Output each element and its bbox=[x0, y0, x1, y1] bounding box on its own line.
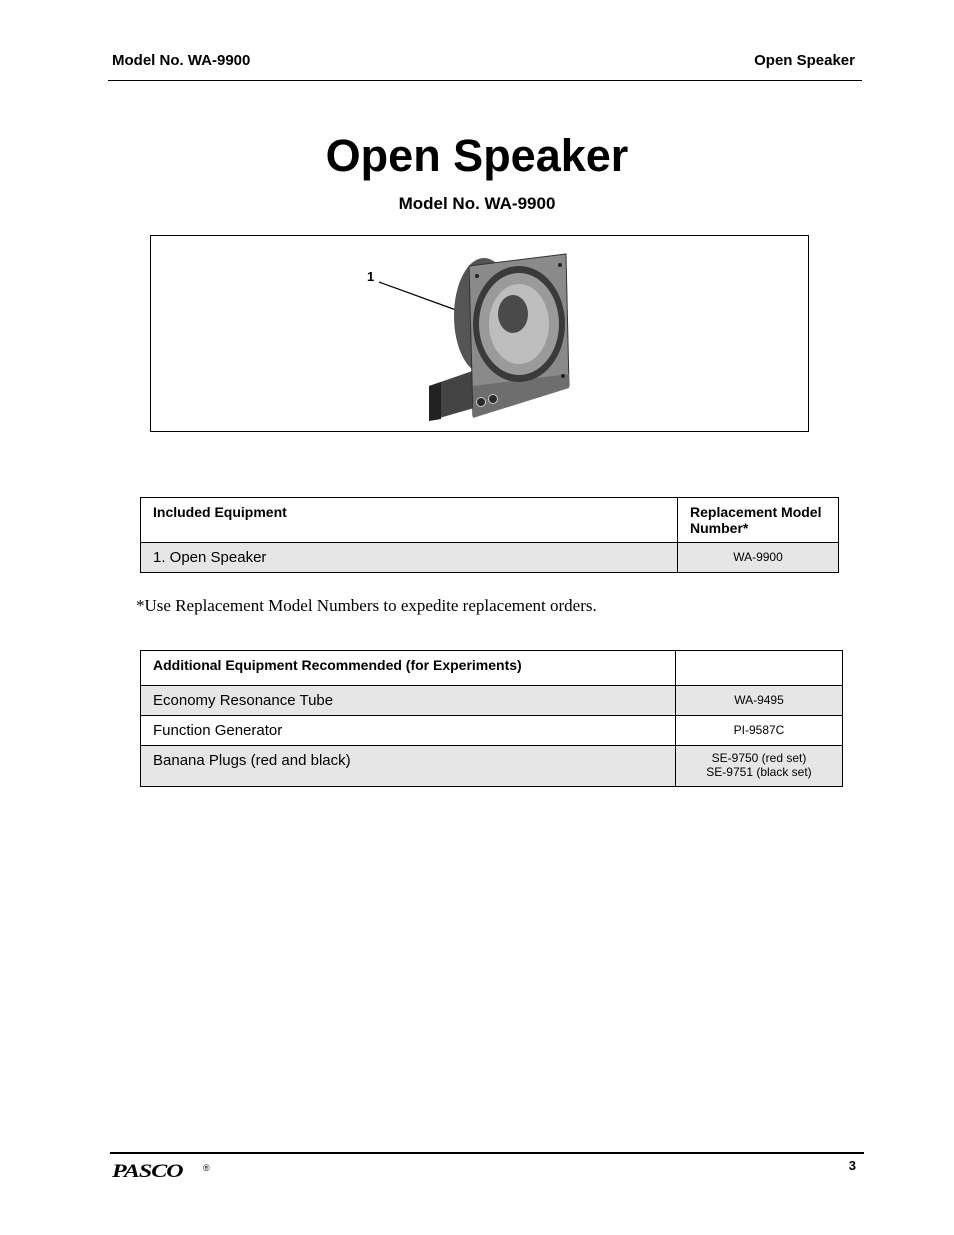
empty-header-cell bbox=[676, 651, 843, 686]
model-number: PI-9587C bbox=[676, 716, 843, 746]
included-equipment-table bbox=[140, 497, 839, 573]
header-model: Model No. WA-9900 bbox=[112, 52, 251, 69]
header-rule bbox=[108, 80, 862, 81]
footnote: *Use Replacement Model Numbers to expedite replacement orders. bbox=[136, 596, 597, 615]
equipment-name: Function Generator bbox=[141, 716, 676, 746]
equipment-name: Banana Plugs (red and black) bbox=[141, 746, 676, 787]
model-number: WA-9495 bbox=[676, 686, 843, 716]
page-number: 3 bbox=[848, 1158, 856, 1173]
header-title: Open Speaker bbox=[754, 52, 855, 69]
speaker-illustration bbox=[151, 236, 808, 431]
equipment-name: Economy Resonance Tube bbox=[141, 686, 676, 716]
speaker-figure bbox=[150, 235, 809, 432]
table-row bbox=[141, 716, 843, 746]
additional-equipment-table bbox=[140, 650, 843, 787]
model-number: WA-9900 bbox=[678, 543, 839, 573]
replacement-number-header: Replacement Model Number* bbox=[678, 498, 839, 543]
table-row bbox=[141, 543, 839, 573]
footer-rule bbox=[110, 1152, 864, 1154]
page-subtitle: Model No. WA-9900 bbox=[398, 194, 556, 213]
model-number bbox=[676, 746, 843, 787]
table-row bbox=[141, 746, 843, 787]
model-number-line: SE-9751 (black set) bbox=[706, 765, 812, 779]
equipment-name: 1. Open Speaker bbox=[141, 543, 678, 573]
table-row bbox=[141, 686, 843, 716]
registered-mark: ® bbox=[203, 1163, 210, 1173]
table-header-row bbox=[141, 498, 839, 543]
pasco-logo: PASCO bbox=[112, 1161, 183, 1182]
figure-callout: 1 bbox=[367, 269, 375, 284]
table-header-row bbox=[141, 651, 843, 686]
page-title: Open Speaker bbox=[325, 130, 629, 181]
additional-equipment-header: Additional Equipment Recommended (for Experiments) bbox=[141, 651, 676, 686]
model-number-line: SE-9750 (red set) bbox=[711, 751, 807, 765]
included-equipment-header: Included Equipment bbox=[141, 498, 678, 543]
